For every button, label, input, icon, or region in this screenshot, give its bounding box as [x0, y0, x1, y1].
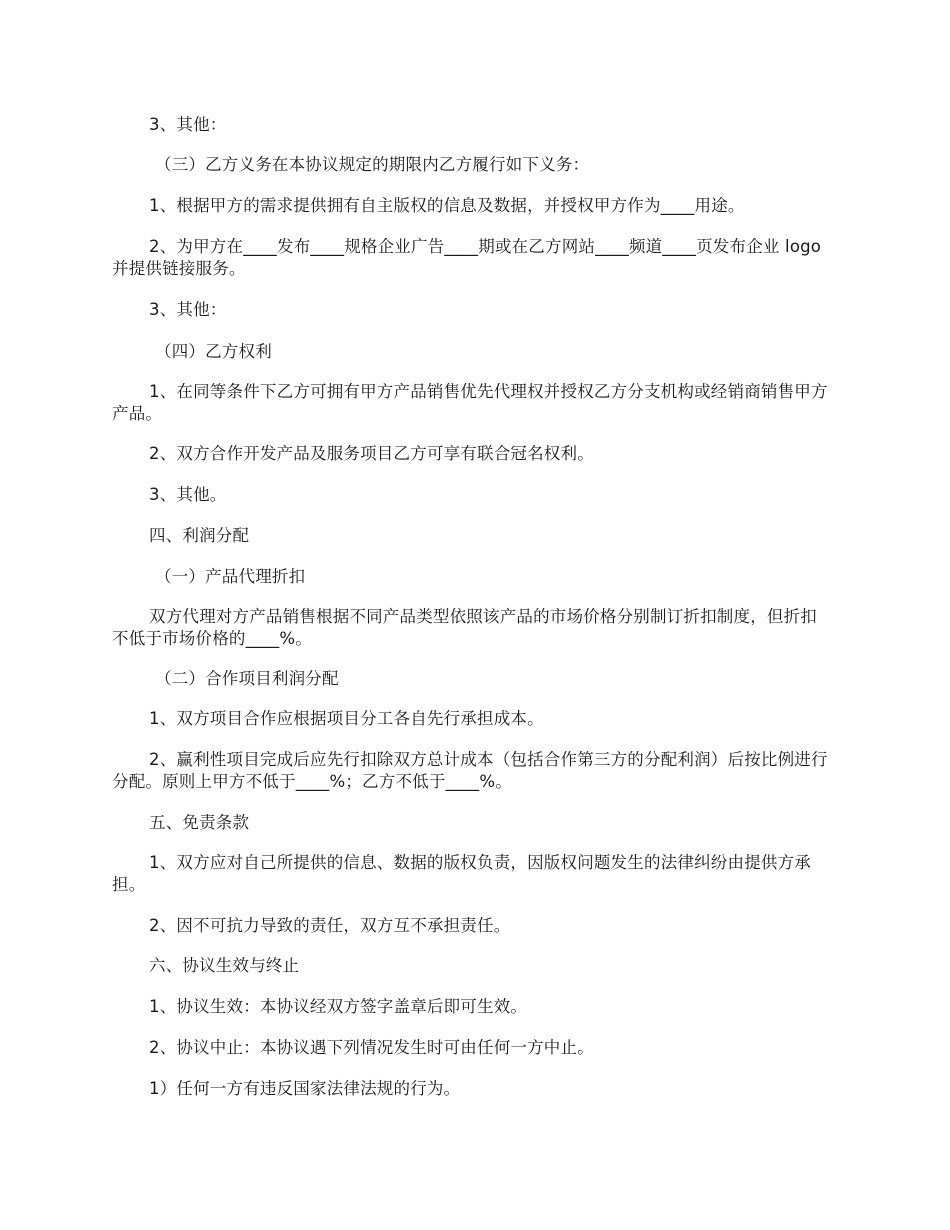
paragraph: 3、其他。 [149, 485, 227, 504]
paragraph: 2、协议中止：本协议遇下列情况发生时可由任何一方中止。 [149, 1038, 594, 1057]
section-heading: （三）乙方义务在本协议规定的期限内乙方履行如下义务： [155, 155, 590, 174]
section-heading: （四）乙方权利 [155, 342, 272, 361]
paragraph: 2、因不可抗力导致的责任，双方互不承担责任。 [149, 916, 511, 935]
paragraph: 1、在同等条件下乙方可拥有甲方产品销售优先代理权并授权乙方分支机构或经销商销售甲方产品。 [112, 382, 828, 423]
chapter-heading: 五、免责条款 [149, 813, 250, 832]
paragraph: 3、其他： [149, 115, 227, 134]
paragraph: 1、双方项目合作应根据项目分工各自先行承担成本。 [149, 709, 544, 728]
paragraph: 2、赢利性项目完成后应先行扣除双方总计成本（包括合作第三方的分配利润）后按比例进行分配。原则上甲方不低于____%；乙方不低于____%。 [112, 750, 828, 791]
paragraph: 1、双方应对自己所提供的信息、数据的版权负责，因版权问题发生的法律纠纷由提供方承担。 [112, 853, 811, 894]
section-heading: （一）产品代理折扣 [155, 567, 306, 586]
chapter-heading: 四、利润分配 [149, 526, 250, 545]
paragraph: 2、双方合作开发产品及服务项目乙方可享有联合冠名权利。 [149, 444, 594, 463]
paragraph: 1）任何一方有违反国家法律法规的行为。 [149, 1079, 461, 1098]
section-heading: （二）合作项目利润分配 [155, 669, 339, 688]
chapter-heading: 六、协议生效与终止 [149, 956, 300, 975]
paragraph: 2、为甲方在____发布____规格企业广告____期或在乙方网站____频道____页发布企业 logo 并提供链接服务。 [112, 237, 827, 278]
paragraph: 1、根据甲方的需求提供拥有自主版权的信息及数据，并授权甲方作为____用途。 [149, 196, 745, 215]
paragraph: 双方代理对方产品销售根据不同产品类型依照该产品的市场价格分别制订折扣制度，但折扣不低于市场价格的____%。 [112, 607, 817, 648]
paragraph: 3、其他： [149, 300, 227, 319]
paragraph: 1、协议生效：本协议经双方签字盖章后即可生效。 [149, 997, 528, 1016]
